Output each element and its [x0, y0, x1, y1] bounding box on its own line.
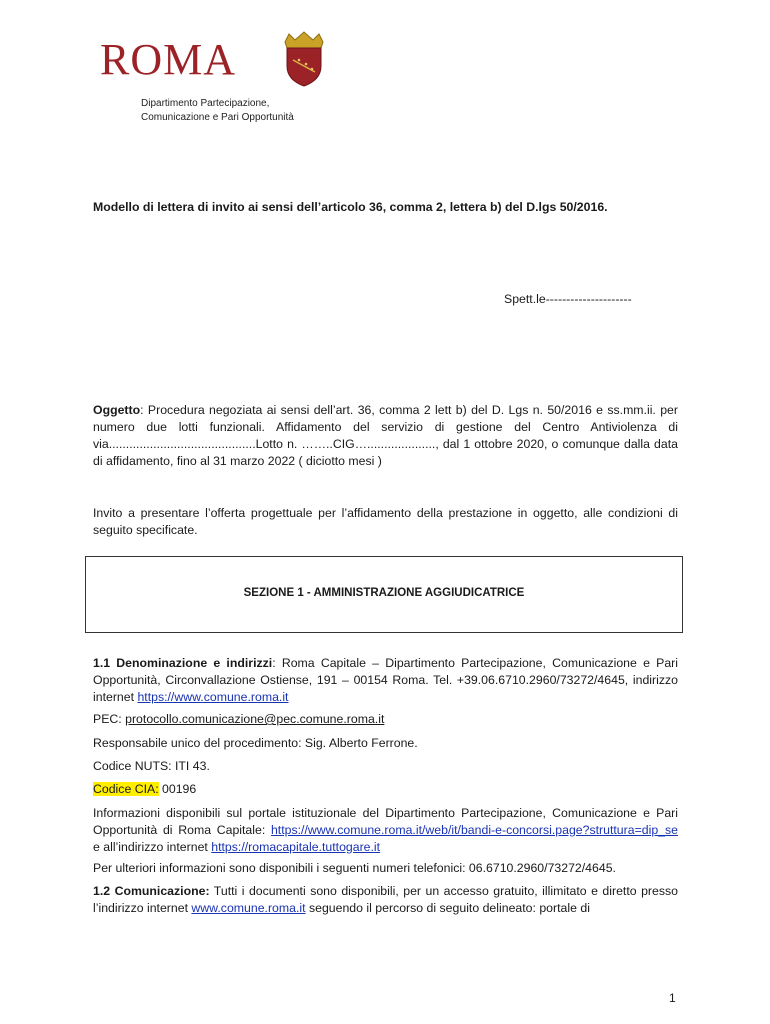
section-title: SEZIONE 1 - AMMINISTRAZIONE AGGIUDICATRICE — [243, 587, 525, 599]
tuttogare-link[interactable]: https://romacapitale.tuttogare.it — [211, 840, 381, 854]
section-header-box — [85, 556, 683, 633]
info-mid-text: e all’indirizzo internet — [93, 840, 212, 854]
document-title: Modello di lettera di invito ai sensi dell’articolo 36, comma 2, lettera b) del D.lgs 50/2016. — [93, 200, 608, 214]
oggetto-text: : Procedura negoziata ai sensi dell’art. 36, comma 2 lett b) del D. Lgs n. 50/2016 e ss.mm.ii. per numero due lotti funzionali. Affidamento del servizio di gestione del Centro Antiviolenza di via...........................................Lotto n. ……..CIG…...................., dal 1 ottobre 2020, o comunque dalla data di affidamento, fino al 31 marzo 2022 ( diciotto mesi ) — [93, 403, 678, 468]
bandi-concorsi-link[interactable]: https://www.comune.roma.it/web/it/bandi-e-concorsi.page?struttura=dip_se — [270, 823, 678, 837]
comunicazione-label: 1.2 Comunicazione: — [93, 884, 210, 898]
comunicazione-text: Tutti i documenti sono disponibili, per un accesso gratuito, illimitato e diretto presso l’indirizzo internet — [93, 884, 678, 915]
pec-email-link[interactable]: protocollo.comunicazione@pec.comune.roma.it — [125, 712, 385, 726]
denominazione-label: 1.1 Denominazione e indirizzi — [93, 656, 273, 670]
recipient-line: Spett.le--------------------- — [504, 292, 632, 306]
pec-paragraph — [93, 711, 678, 728]
responsabile-paragraph: Responsabile unico del procedimento: Sig. Alberto Ferrone. — [93, 736, 418, 750]
oggetto-label: Oggetto — [93, 403, 141, 417]
nuts-paragraph: Codice NUTS: ITI 43. — [93, 759, 210, 773]
info-paragraph — [93, 805, 678, 856]
comunicazione-tail: seguendo il percorso di seguito delineato: portale di — [305, 901, 590, 915]
comune-roma-link-2[interactable]: www.comune.roma.it — [191, 901, 306, 915]
department-line-2: Comunicazione e Pari Opportunità — [141, 112, 294, 123]
department-name — [141, 97, 294, 125]
cia-value: 00196 — [158, 782, 197, 796]
comunicazione-paragraph — [93, 883, 678, 917]
oggetto-paragraph — [93, 402, 678, 470]
denominazione-text: : Roma Capitale – Dipartimento Partecipazione, Comunicazione e Pari Opportunità, Circonvallazione Ostiense, 191 – 00154 Roma. Tel. +39.06.6710.2960/73272/4645, indirizzo internet — [93, 656, 678, 704]
denominazione-paragraph — [93, 655, 678, 706]
telefoni-paragraph: Per ulteriori informazioni sono disponibili i seguenti numeri telefonici: 06.6710.2960/73272/4645. — [93, 861, 616, 875]
pec-label: PEC: — [93, 712, 126, 726]
cia-paragraph — [93, 781, 678, 798]
roma-crest-icon — [279, 30, 329, 88]
comune-roma-link[interactable]: https://www.comune.roma.it — [137, 690, 289, 704]
department-line-1: Dipartimento Partecipazione, — [141, 98, 270, 109]
info-text: Informazioni disponibili sul portale istituzionale del Dipartimento Partecipazione, Comunicazione e Pari Opportunità di Roma Capitale: — [93, 806, 678, 837]
cia-label-highlight: Codice CIA: — [93, 782, 159, 796]
page-number: 1 — [669, 991, 676, 1005]
roma-logo-text: ROMA — [100, 35, 237, 84]
invito-paragraph: Invito a presentare l’offerta progettuale per l’affidamento della prestazione in oggetto, alle condizioni di seguito specificate. — [93, 506, 678, 537]
